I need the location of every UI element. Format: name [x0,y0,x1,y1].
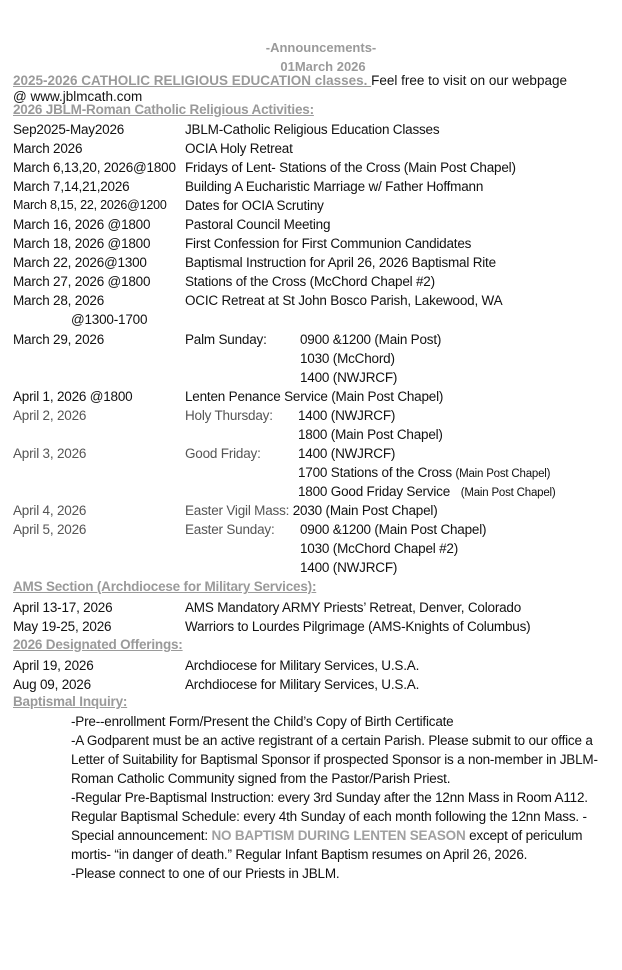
event-time: 1400 (NWJRCF) [298,408,396,423]
offerings-heading: 2026 Designated Offerings: [13,637,183,652]
event-description: AMS Mandatory ARMY Priests’ Retreat, Denver, Colorado [185,600,522,615]
event-time-label: 1800 Good Friday Service [298,484,461,499]
event-description: Warriors to Lourdes Pilgrimage (AMS-Knights of Columbus) [185,619,531,634]
event-time: 2030 (Main Post Chapel) [289,503,438,518]
baptismal-schedule-text: -Regular Pre-Baptismal Instruction: every 3rd Sunday after the 12nn Mass in Room A112. Regular Baptismal Schedule: every 4th Sunday of each month following the 12nn Mass. -Special announcement: [71,790,588,843]
event-date: May 19-25, 2026 [13,619,112,634]
event-description: OCIC Retreat at St John Bosco Parish, Lakewood, WA [185,293,503,308]
ams-heading: AMS Section (Archdiocese for Military Services): [13,579,317,594]
event-date: March 6,13,20, 2026@1800 [13,160,176,175]
offering-description: Archdiocese for Military Services, U.S.A. [185,658,420,673]
intro-paragraph [13,73,613,105]
event-date: March 2026 [13,141,83,156]
event-label: Holy Thursday: [185,408,273,423]
event-date: March 29, 2026 [13,332,105,347]
event-date: March 7,14,21,2026 [13,179,130,194]
vigil-label: Easter Vigil Mass: [185,503,290,518]
event-description: Building A Eucharistic Marriage w/ Father Hoffmann [185,179,484,194]
baptismal-resume-text: except of periculum mortis- “in danger of death.” Regular Infant Baptism resumes on April 26, 2026. [71,828,583,862]
event-time: 1030 (McChord Chapel #2) [300,541,459,556]
event-description: Fridays of Lent- Stations of the Cross (Main Post Chapel) [185,160,516,175]
event-label [185,501,438,520]
event-time [298,463,550,484]
event-date: @1300-1700 [71,312,148,327]
event-date: March 16, 2026 @1800 [13,217,151,232]
event-description: Stations of the Cross (McChord Chapel #2) [185,274,435,289]
event-date: March 8,15, 22, 2026@1200 [13,198,167,212]
event-time: 1030 (McChord) [300,351,395,366]
event-time: 0900 &1200 (Main Post) [300,332,442,347]
event-time [298,482,556,503]
event-description: First Confession for First Communion Candidates [185,236,472,251]
event-description: Pastoral Council Meeting [185,217,331,232]
intro-text: Feel free to visit on our webpage [371,73,567,88]
event-date: March 27, 2026 @1800 [13,274,151,289]
event-time: 1400 (NWJRCF) [300,370,398,385]
event-time: 1400 (NWJRCF) [300,560,398,575]
baptismal-paragraphs [71,712,601,883]
offering-date: Aug 09, 2026 [13,677,91,692]
religious-education-heading: 2025-2026 CATHOLIC RELIGIOUS EDUCATION classes. [13,73,372,88]
event-description: OCIA Holy Retreat [185,141,293,156]
baptismal-paragraph-1: -Pre--enrollment Form/Present the Child’s Copy of Birth Certificate [71,714,454,729]
baptismal-paragraph-2: -A Godparent must be an active registrant of a certain Parish. Please submit to our office a Letter of Suitability for Baptismal Sponsor if prospected Sponsor is a non-member in JBLM-Roman Catholic Community signed from the Pastor/Parish Priest. [71,733,598,786]
event-label: Good Friday: [185,446,261,461]
event-date: April 4, 2026 [13,503,87,518]
event-time: 0900 &1200 (Main Post Chapel) [300,522,487,537]
offering-description: Archdiocese for Military Services, U.S.A. [185,677,420,692]
event-date: April 13-17, 2026 [13,600,113,615]
offering-date: April 19, 2026 [13,658,94,673]
baptismal-paragraph-3 [71,788,601,864]
event-date: March 18, 2026 @1800 [13,236,151,251]
event-label: Easter Sunday: [185,522,275,537]
event-description: Baptismal Instruction for April 26, 2026 Baptismal Rite [185,255,496,270]
activities-heading: 2026 JBLM-Roman Catholic Religious Activities: [13,102,314,117]
event-date: Sep2025-May2026 [13,122,125,137]
page-date: 01March 2026 [280,59,366,74]
baptismal-heading: Baptismal Inquiry: [13,694,128,709]
event-date: April 2, 2026 [13,408,87,423]
event-location: (Main Post Chapel) [460,487,556,499]
page-title: -Announcements- [265,40,377,55]
event-time: 1400 (NWJRCF) [298,446,396,461]
baptismal-paragraph-4: -Please connect to one of our Priests in JBLM. [71,866,340,881]
event-time-label: 1700 Stations of the Cross [298,465,456,480]
event-date: March 22, 2026@1300 [13,255,147,270]
event-description: JBLM-Catholic Religious Education Classes [185,122,440,137]
event-description: Dates for OCIA Scrutiny [185,198,324,213]
event-location: (Main Post Chapel) [455,468,551,480]
event-date: April 3, 2026 [13,446,87,461]
lenten-notice: NO BAPTISM DURING LENTEN SEASON [211,828,466,843]
event-date: March 28, 2026 [13,293,105,308]
event-description: Lenten Penance Service (Main Post Chapel) [185,389,444,404]
event-label: Palm Sunday: [185,332,267,347]
event-date: April 5, 2026 [13,522,87,537]
website-link[interactable]: @ www.jblmcath.com [13,89,143,104]
event-time: 1800 (Main Post Chapel) [298,427,443,442]
event-date: April 1, 2026 @1800 [13,389,133,404]
